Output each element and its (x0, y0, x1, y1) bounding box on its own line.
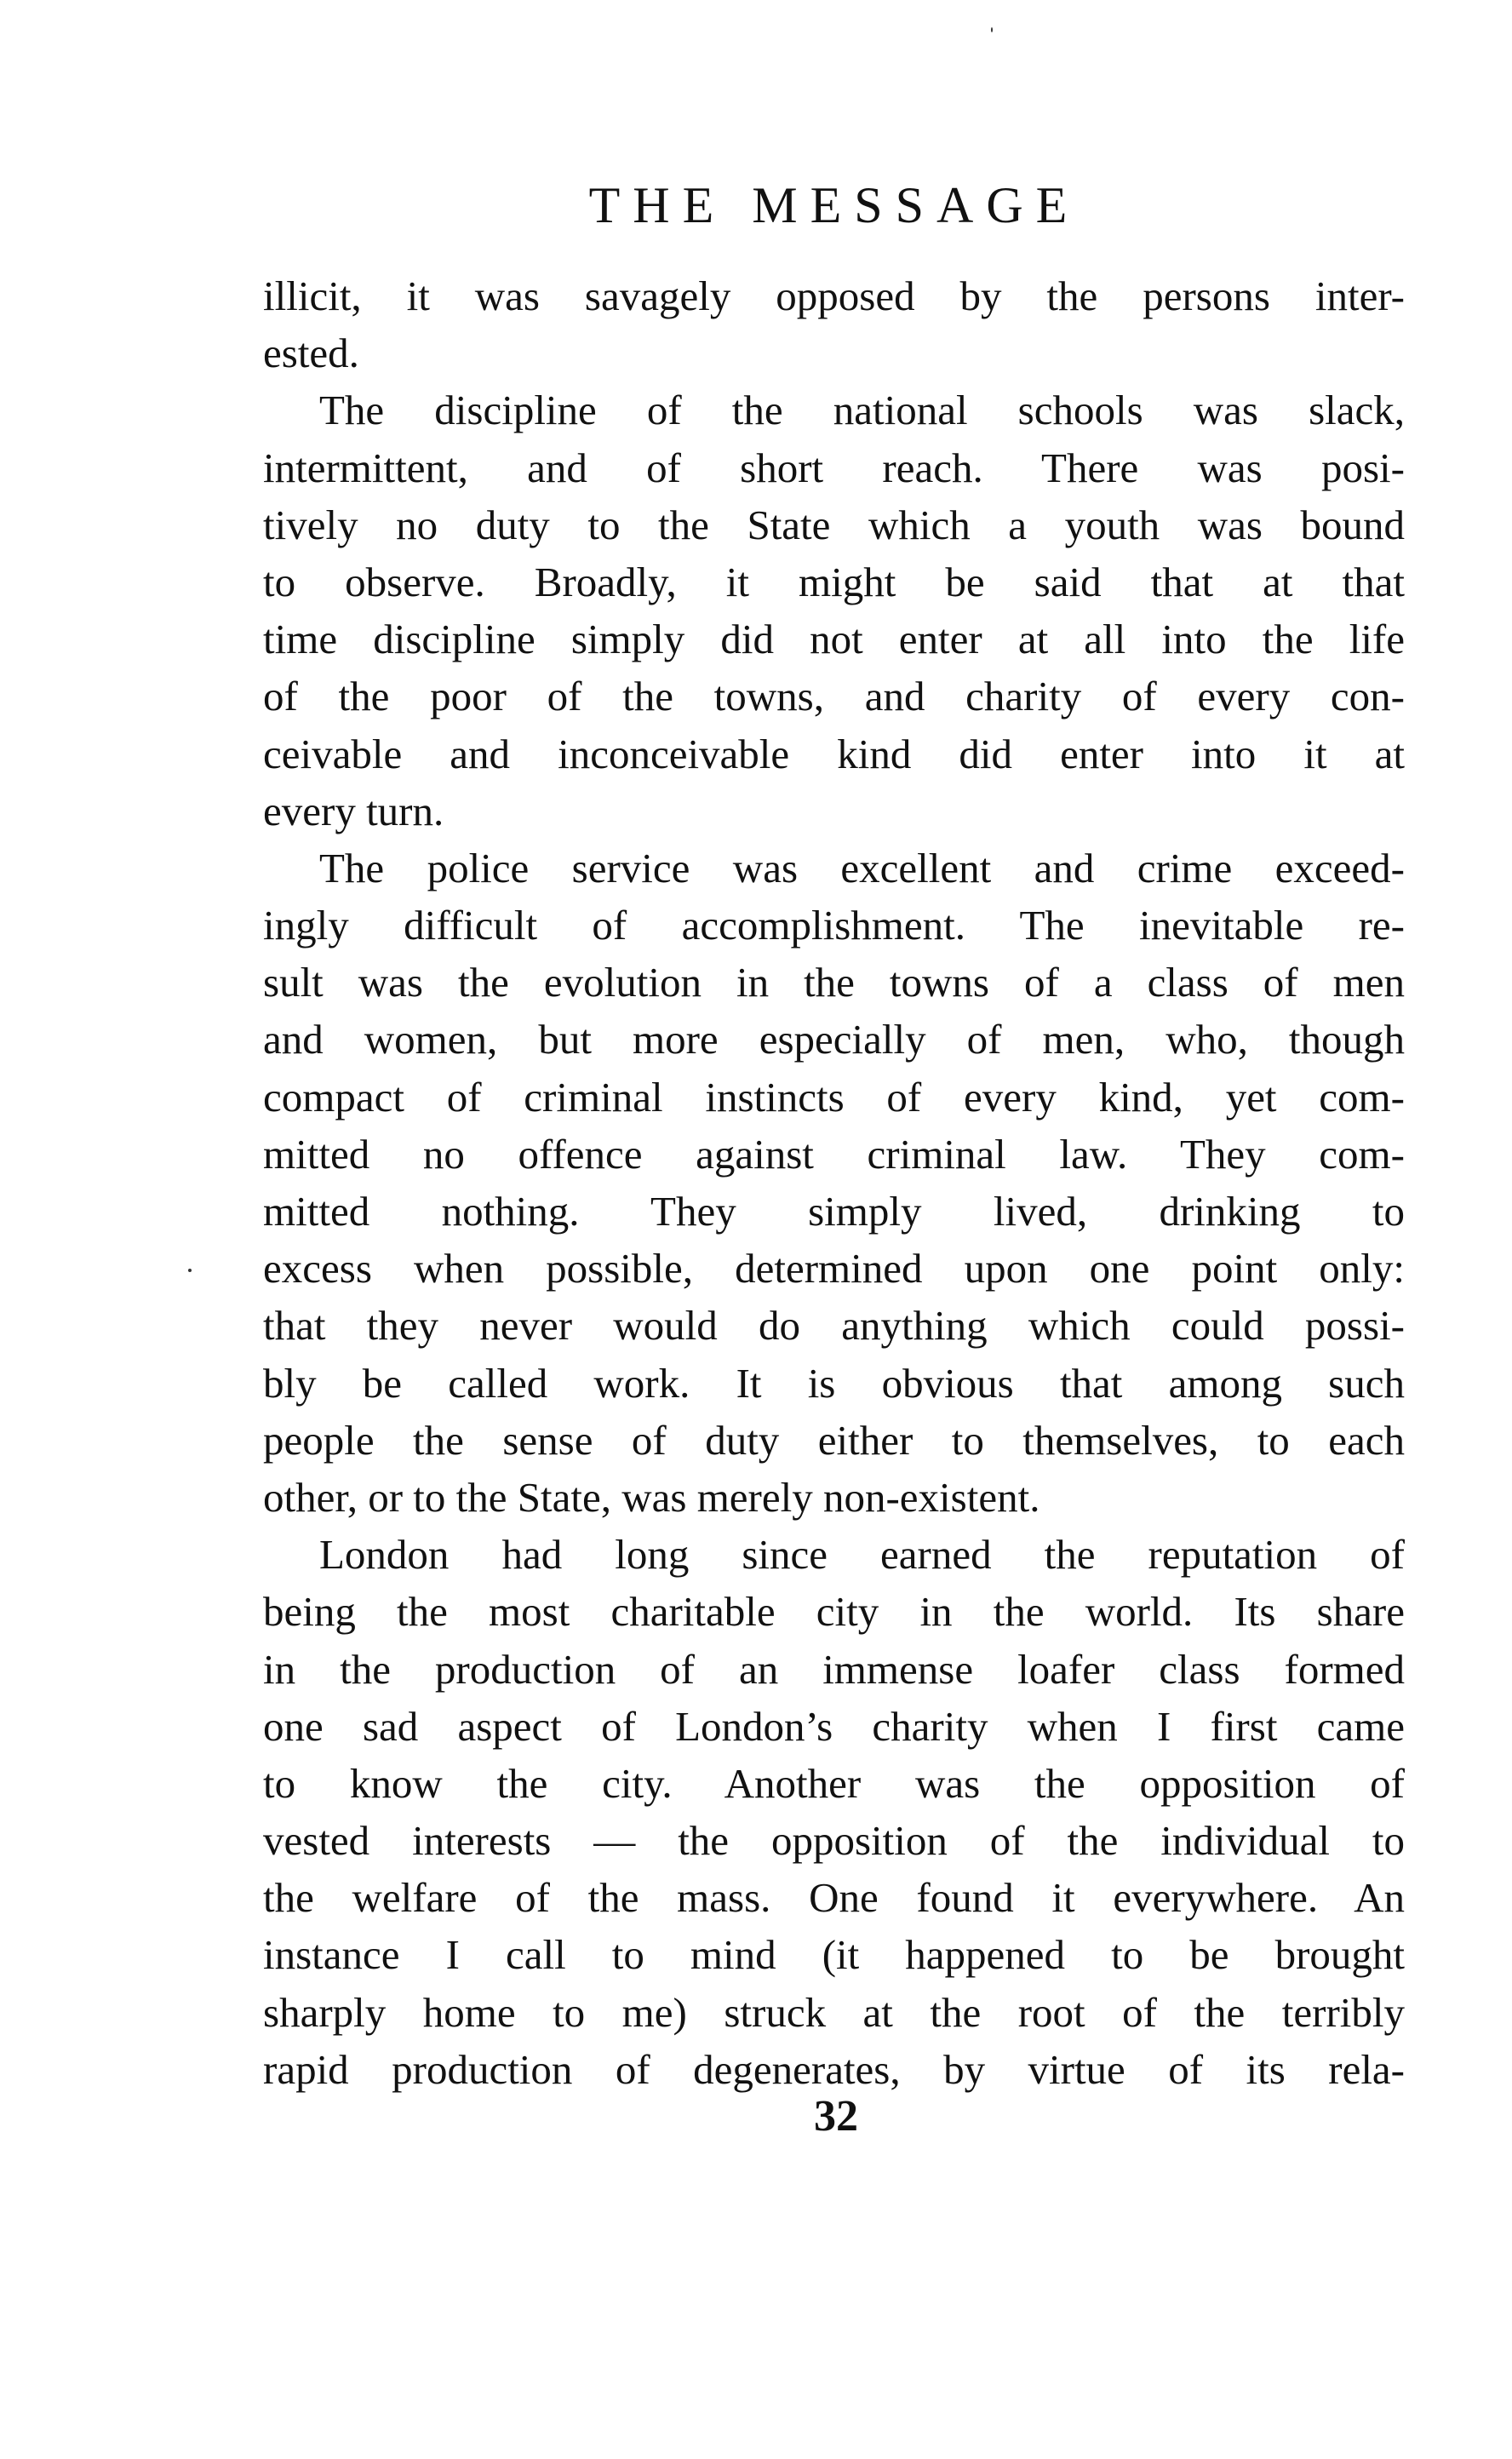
running-head: THE MESSAGE (588, 177, 1080, 233)
text-line: The discipline of the national schools was slack, (319, 387, 1405, 434)
body-text (263, 267, 1405, 2098)
text-line: time discipline simply did not enter at all into the life (263, 616, 1405, 663)
text-line: people the sense of duty either to themselves, to each (263, 1416, 1405, 1464)
text-line: intermittent, and of short reach. There was posi- (263, 444, 1405, 491)
text-line: rapid production of degenerates, by virtue of its rela- (263, 2045, 1405, 2093)
text-line: to know the city. Another was the opposition of (263, 1759, 1405, 1807)
paragraph (263, 840, 1405, 1526)
text-line: and women, but more especially of men, who, though (263, 1016, 1405, 1063)
text-line: London had long since earned the reputation of (319, 1531, 1405, 1579)
text-line: instance I call to mind (it happened to be brought (263, 1931, 1405, 1979)
scan-speck (188, 1269, 192, 1272)
text-line: of the poor of the towns, and charity of every con- (263, 673, 1405, 720)
text-line: being the most charitable city in the world. Its share (263, 1588, 1405, 1636)
page-number: 32 (814, 2092, 858, 2141)
text-line: excess when possible, determined upon one point only: (263, 1245, 1405, 1293)
text-line: ingly difficult of accomplishment. The inevitable re- (263, 902, 1405, 949)
text-line: in the production of an immense loafer class formed (263, 1645, 1405, 1693)
text-line: sult was the evolution in the towns of a class of men (263, 959, 1405, 1006)
text-line: mitted nothing. They simply lived, drinking to (263, 1188, 1405, 1235)
text-line: every turn. (263, 787, 444, 834)
text-line: one sad aspect of London’s charity when I first came (263, 1702, 1405, 1750)
text-line: sharply home to me) struck at the root of the terribly (263, 1988, 1405, 2036)
text-line: bly be called work. It is obvious that among such (263, 1359, 1405, 1407)
text-line: the welfare of the mass. One found it everywhere. An (263, 1874, 1405, 1922)
paragraph (263, 267, 1405, 381)
text-line: that they never would do anything which could possi- (263, 1302, 1405, 1350)
scan-speck (991, 27, 993, 32)
text-line: ceivable and inconceivable kind did enter into it at (263, 730, 1405, 777)
paragraph (263, 1526, 1405, 2098)
text-line: other, or to the State, was merely non-existent. (263, 1473, 1040, 1521)
text-line: ested. (263, 330, 359, 377)
paragraph (263, 381, 1405, 840)
text-line: tively no duty to the State which a youth was bound (263, 501, 1405, 548)
text-line: to observe. Broadly, it might be said that at that (263, 558, 1405, 605)
text-line: The police service was excellent and crime exceed- (319, 844, 1405, 891)
text-line: mitted no offence against criminal law. They com- (263, 1130, 1405, 1178)
text-line: illicit, it was savagely opposed by the persons inter- (263, 272, 1405, 319)
text-line: vested interests — the opposition of the individual to (263, 1817, 1405, 1865)
text-line: compact of criminal instincts of every kind, yet com- (263, 1073, 1405, 1121)
